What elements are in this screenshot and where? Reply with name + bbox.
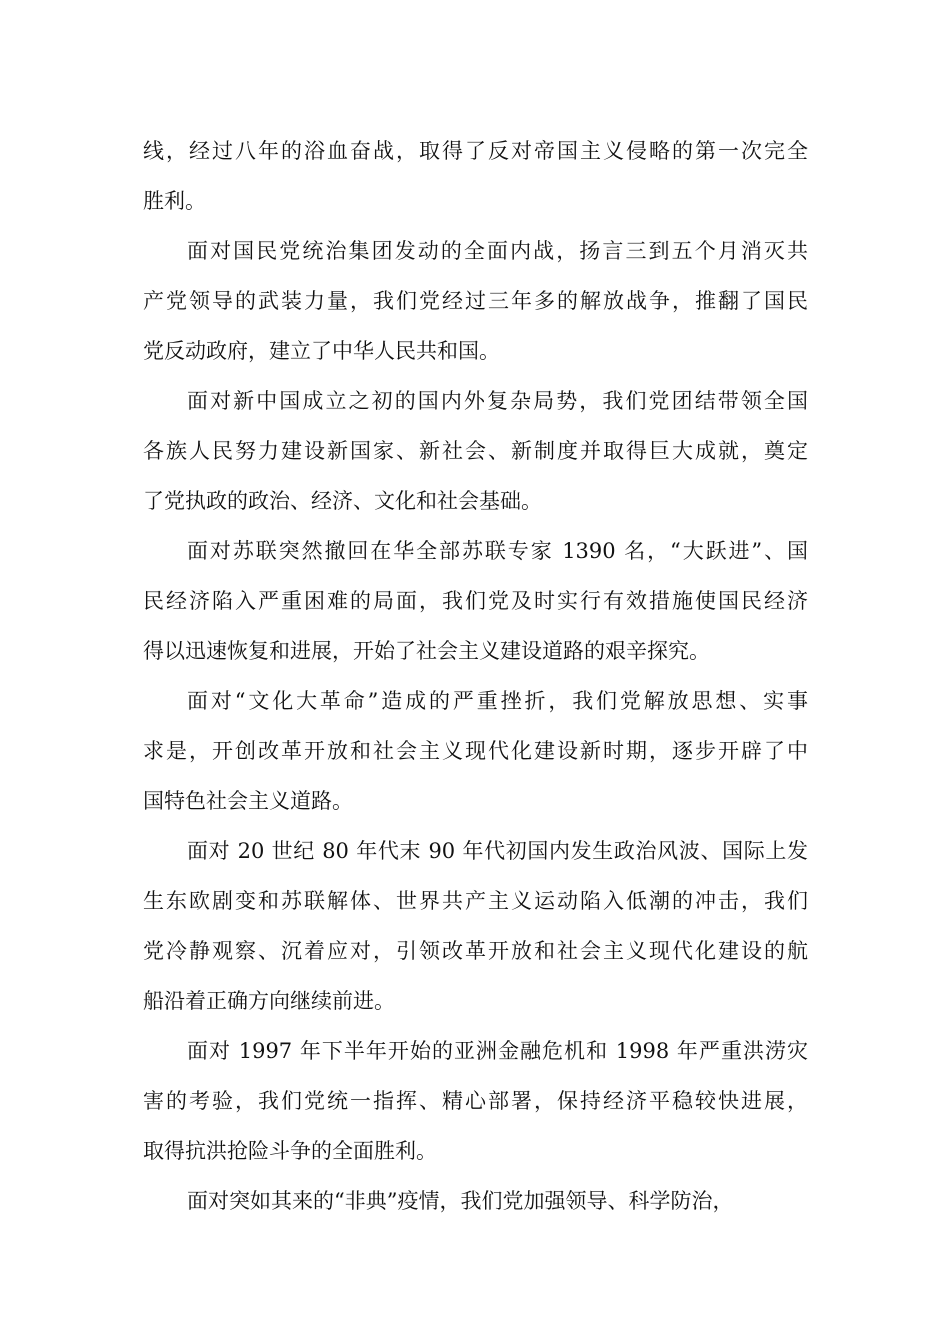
- text-line: 党反动政府，建立了中华人民共和国。: [143, 339, 500, 363]
- text-line: 胜利。: [143, 189, 206, 213]
- text-line: 求是，开创改革开放和社会主义现代化建设新时期，逐步开辟了中: [143, 739, 808, 763]
- text-line: 产党领导的武装力量，我们党经过三年多的解放战争，推翻了国民: [143, 289, 808, 313]
- text-line: 面对新中国成立之初的国内外复杂局势，我们党团结带领全国: [187, 389, 808, 413]
- text-line: 了党执政的政治、经济、文化和社会基础。: [143, 489, 542, 513]
- text-line: 党冷静观察、沉着应对，引领改革开放和社会主义现代化建设的航: [143, 939, 808, 963]
- text-line: 面对 1997 年下半年开始的亚洲金融危机和 1998 年严重洪涝灾: [187, 1039, 808, 1063]
- body-text: [143, 126, 808, 1226]
- text-line: 害的考验，我们党统一指挥、精心部署，保持经济平稳较快进展，: [143, 1089, 808, 1113]
- text-line: 面对突如其来的“非典”疫情，我们党加强领导、科学防治，: [187, 1189, 734, 1213]
- text-line: 面对苏联突然撤回在华全部苏联专家 1390 名，“大跃进”、国: [187, 539, 808, 563]
- text-line: 得以迅速恢复和进展，开始了社会主义建设道路的艰辛探究。: [143, 639, 710, 663]
- text-line: 取得抗洪抢险斗争的全面胜利。: [143, 1139, 437, 1163]
- text-line: 民经济陷入严重困难的局面，我们党及时实行有效措施使国民经济: [143, 589, 808, 613]
- text-line: 生东欧剧变和苏联解体、世界共产主义运动陷入低潮的冲击，我们: [143, 889, 808, 913]
- text-line: 线，经过八年的浴血奋战，取得了反对帝国主义侵略的第一次完全: [143, 139, 808, 163]
- text-line: 面对“文化大革命”造成的严重挫折，我们党解放思想、实事: [187, 689, 808, 713]
- text-line: 国特色社会主义道路。: [143, 789, 353, 813]
- text-line: 船沿着正确方向继续前进。: [143, 989, 395, 1013]
- text-line: 各族人民努力建设新国家、新社会、新制度并取得巨大成就，奠定: [143, 439, 808, 463]
- text-line: 面对国民党统治集团发动的全面内战，扬言三到五个月消灭共: [187, 239, 808, 263]
- text-line: 面对 20 世纪 80 年代末 90 年代初国内发生政治风波、国际上发: [187, 839, 808, 863]
